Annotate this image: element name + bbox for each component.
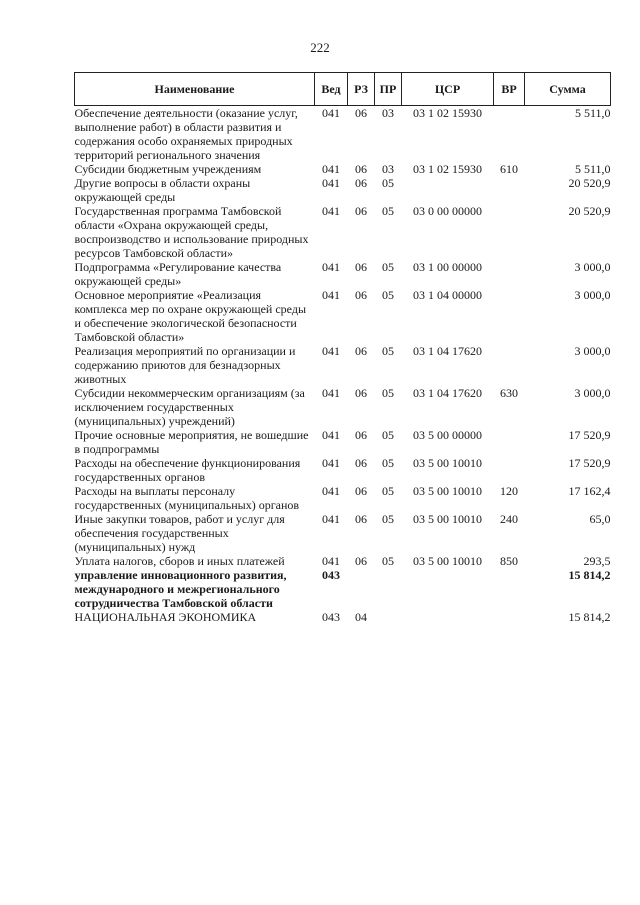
cell-pr — [375, 568, 402, 610]
cell-rz: 06 — [355, 288, 367, 302]
cell-ved: 041 — [322, 386, 340, 400]
cell-ved: 041 — [322, 456, 340, 470]
header-name: Наименование — [75, 73, 315, 106]
cell-sum: 17 162,4 — [568, 484, 611, 498]
cell-name: Подпрограмма «Регулирование качества окружающей среды» — [74, 260, 282, 288]
cell-rz: 06 — [355, 484, 367, 498]
cell-vr — [494, 204, 525, 260]
cell-ved: 041 — [322, 554, 340, 568]
cell-rz: 04 — [355, 610, 367, 624]
cell-vr — [494, 610, 525, 624]
header-csr: ЦСР — [402, 73, 494, 106]
cell-pr: 03 — [382, 106, 394, 120]
cell-name: Уплата налогов, сборов и иных платежей — [74, 554, 285, 568]
cell-pr: 05 — [382, 554, 394, 568]
cell-name: Расходы на обеспечение функционирования государственных органов — [74, 456, 301, 484]
cell-sum: 293,5 — [583, 554, 611, 568]
cell-pr: 05 — [382, 344, 394, 358]
page-number: 222 — [310, 40, 330, 55]
table-row — [75, 484, 611, 512]
cell-vr: 120 — [500, 484, 518, 498]
cell-name: Прочие основные мероприятия, не вошедшие в подпрограммы — [74, 428, 309, 456]
cell-name: Реализация мероприятий по организации и содержанию приютов для безнадзорных животных — [74, 344, 296, 386]
cell-csr: 03 1 04 17620 — [413, 344, 482, 358]
cell-sum: 17 520,9 — [568, 456, 611, 470]
table-row — [75, 288, 611, 344]
cell-ved: 041 — [322, 260, 340, 274]
cell-ved: 041 — [322, 106, 340, 120]
cell-pr: 05 — [382, 260, 394, 274]
table-row — [75, 162, 611, 176]
cell-rz: 06 — [355, 344, 367, 358]
cell-pr: 05 — [382, 456, 394, 470]
cell-sum: 65,0 — [589, 512, 611, 526]
table-row — [75, 512, 611, 554]
cell-vr — [494, 456, 525, 484]
table-row — [75, 204, 611, 260]
cell-pr: 05 — [382, 512, 394, 526]
cell-vr — [494, 568, 525, 610]
table-row — [75, 176, 611, 204]
cell-vr: 240 — [500, 512, 518, 526]
cell-sum: 20 520,9 — [568, 176, 611, 190]
cell-name: управление инновационного развития, международного и межрегионального сотрудничества Тамбовской области — [74, 568, 287, 610]
cell-vr — [494, 260, 525, 288]
cell-pr: 05 — [382, 484, 394, 498]
cell-rz: 06 — [355, 162, 367, 176]
cell-ved: 041 — [322, 162, 340, 176]
cell-name: Государственная программа Тамбовской области «Охрана окружающей среды, воспроизводство и использование природных ресурсов Тамбовской области» — [74, 204, 309, 260]
cell-vr: 630 — [500, 386, 518, 400]
cell-rz — [348, 568, 375, 610]
cell-sum: 3 000,0 — [574, 386, 611, 400]
cell-ved: 041 — [322, 484, 340, 498]
cell-ved: 041 — [322, 512, 340, 526]
cell-ved: 041 — [322, 176, 340, 190]
cell-rz: 06 — [355, 428, 367, 442]
cell-rz: 06 — [355, 176, 367, 190]
cell-pr: 03 — [382, 162, 394, 176]
cell-sum: 15 814,2 — [568, 568, 611, 582]
cell-rz: 06 — [355, 554, 367, 568]
cell-csr — [402, 568, 494, 610]
cell-rz: 06 — [355, 260, 367, 274]
cell-csr: 03 1 04 00000 — [413, 288, 482, 302]
table-row — [75, 428, 611, 456]
cell-ved: 041 — [322, 204, 340, 218]
cell-sum: 20 520,9 — [568, 204, 611, 218]
budget-table — [74, 72, 611, 624]
cell-name: НАЦИОНАЛЬНАЯ ЭКОНОМИКА — [74, 610, 257, 624]
cell-csr: 03 5 00 00000 — [413, 428, 482, 442]
header-sum: Сумма — [525, 73, 611, 106]
cell-vr — [494, 176, 525, 204]
cell-pr: 05 — [382, 204, 394, 218]
cell-rz: 06 — [355, 106, 367, 120]
header-vr: ВР — [494, 73, 525, 106]
cell-ved: 043 — [322, 568, 340, 582]
cell-pr — [375, 610, 402, 624]
cell-sum: 17 520,9 — [568, 428, 611, 442]
cell-name: Субсидии некоммерческим организациям (за исключением государственных (муниципальных) учреждений) — [74, 386, 305, 428]
cell-csr: 03 1 02 15930 — [413, 106, 482, 120]
cell-name: Основное мероприятие «Реализация комплекса мер по охране окружающей среды и обеспечение экологической безопасности Тамбовской области» — [74, 288, 307, 344]
cell-pr: 05 — [382, 428, 394, 442]
cell-rz: 06 — [355, 204, 367, 218]
cell-ved: 041 — [322, 428, 340, 442]
cell-vr — [494, 288, 525, 344]
cell-csr: 03 5 00 10010 — [413, 456, 482, 470]
table-header-row — [75, 73, 611, 106]
cell-csr: 03 5 00 10010 — [413, 512, 482, 526]
cell-sum: 3 000,0 — [574, 288, 611, 302]
cell-rz: 06 — [355, 456, 367, 470]
table-row — [75, 106, 611, 163]
cell-csr: 03 5 00 10010 — [413, 554, 482, 568]
cell-csr — [402, 176, 494, 204]
table-row — [75, 386, 611, 428]
table-row — [75, 456, 611, 484]
cell-rz: 06 — [355, 386, 367, 400]
cell-vr — [494, 344, 525, 386]
cell-ved: 041 — [322, 288, 340, 302]
cell-vr — [494, 428, 525, 456]
cell-vr: 610 — [500, 162, 518, 176]
cell-pr: 05 — [382, 386, 394, 400]
cell-name: Другие вопросы в области охраны окружающей среды — [74, 176, 251, 204]
cell-sum: 3 000,0 — [574, 344, 611, 358]
table-row — [75, 610, 611, 624]
table-row — [75, 260, 611, 288]
cell-csr: 03 5 00 10010 — [413, 484, 482, 498]
table-row — [75, 554, 611, 568]
table-row — [75, 568, 611, 610]
table-row — [75, 344, 611, 386]
cell-sum: 5 511,0 — [574, 162, 611, 176]
cell-sum: 3 000,0 — [574, 260, 611, 274]
cell-sum: 5 511,0 — [574, 106, 611, 120]
cell-vr — [494, 106, 525, 163]
cell-name: Субсидии бюджетным учреждениям — [74, 162, 262, 176]
cell-csr: 03 1 02 15930 — [413, 162, 482, 176]
cell-name: Обеспечение деятельности (оказание услуг, выполнение работ) в области развития и содержания особо охраняемых природных территорий регионального значения — [74, 106, 298, 162]
cell-ved: 043 — [322, 610, 340, 624]
header-pr: ПР — [375, 73, 402, 106]
cell-name: Иные закупки товаров, работ и услуг для обеспечения государственных (муниципальных) нужд — [74, 512, 285, 554]
cell-pr: 05 — [382, 288, 394, 302]
cell-csr: 03 0 00 00000 — [413, 204, 482, 218]
cell-sum: 15 814,2 — [568, 610, 611, 624]
cell-csr: 03 1 04 17620 — [413, 386, 482, 400]
cell-vr: 850 — [500, 554, 518, 568]
cell-csr: 03 1 00 00000 — [413, 260, 482, 274]
table-body — [75, 106, 611, 625]
header-rz: РЗ — [348, 73, 375, 106]
cell-name: Расходы на выплаты персоналу государственных (муниципальных) органов — [74, 484, 300, 512]
cell-csr — [402, 610, 494, 624]
cell-rz: 06 — [355, 512, 367, 526]
cell-ved: 041 — [322, 344, 340, 358]
header-ved: Вед — [315, 73, 348, 106]
cell-pr: 05 — [382, 176, 394, 190]
